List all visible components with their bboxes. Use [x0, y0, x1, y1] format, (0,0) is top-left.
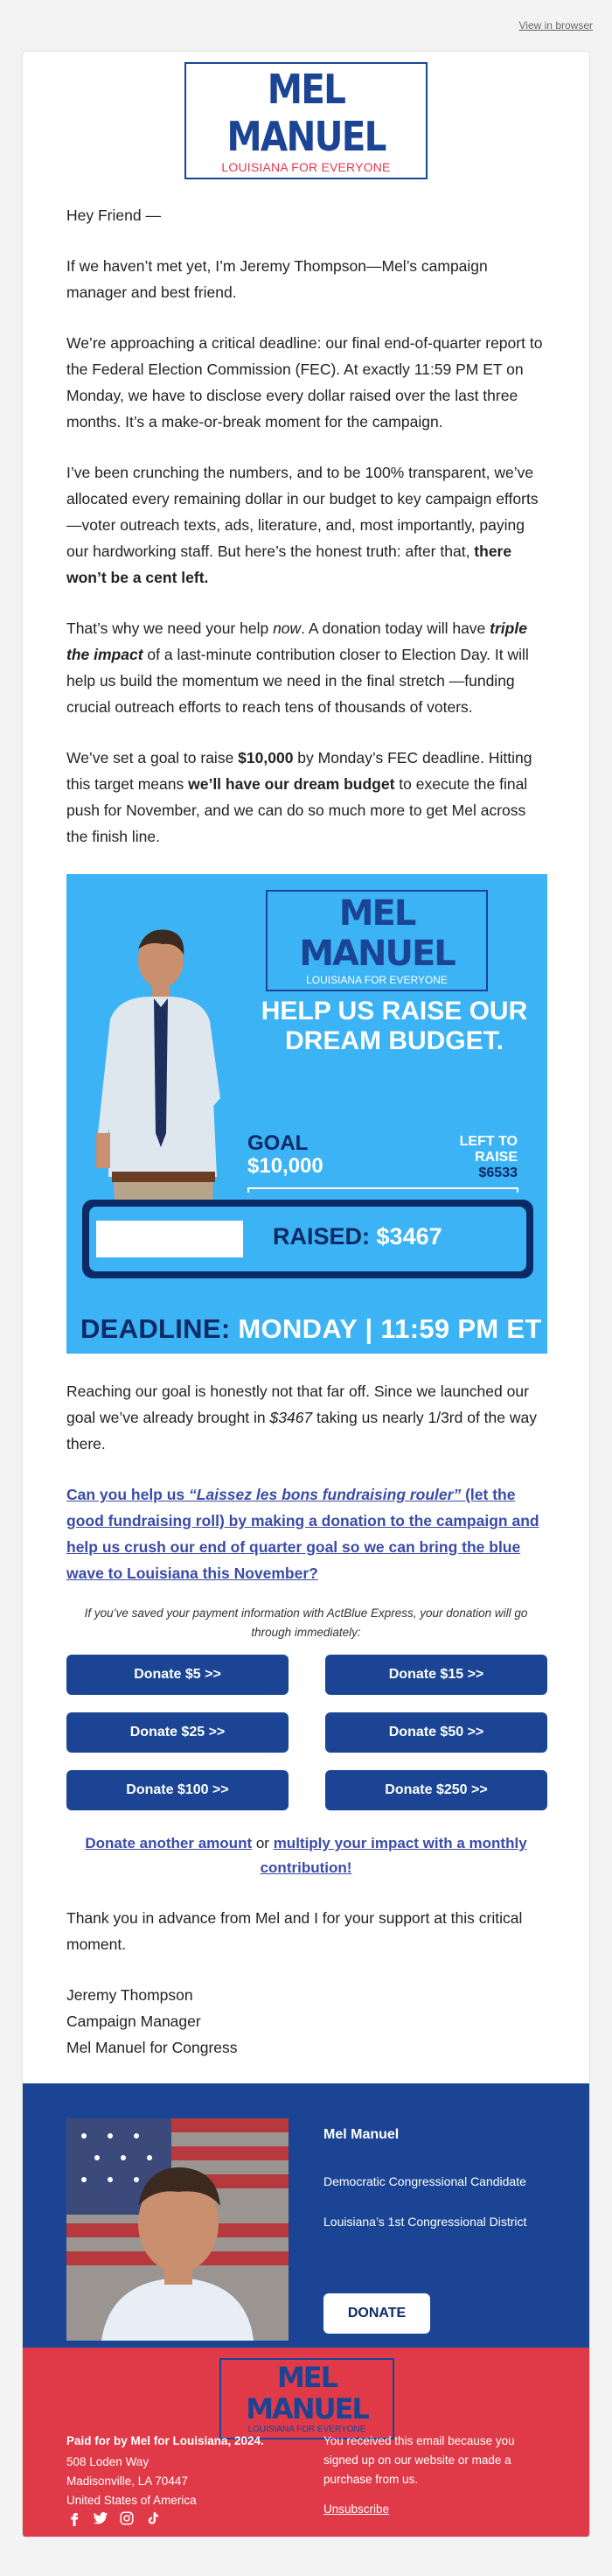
footer-donate-button[interactable]: DONATE: [323, 2293, 430, 2334]
donate-25-button[interactable]: Donate $25 >>: [66, 1712, 289, 1753]
fundraising-banner[interactable]: [66, 874, 547, 1354]
email-card: [22, 51, 590, 2538]
twitter-icon[interactable]: [93, 2510, 108, 2526]
footer-logo-name: MEL MANUEL: [246, 2361, 368, 2426]
banner-left-to-raise: [456, 1134, 518, 1181]
progress-fill: [96, 1221, 243, 1257]
address-line-2: Madisonville, LA 70447: [66, 2474, 188, 2488]
footer-candidate-name: Mel Manuel: [323, 2127, 400, 2142]
candidate-headshot: [66, 2118, 289, 2341]
header-logo: [23, 52, 589, 179]
signature-title: Campaign Manager: [66, 2012, 201, 2030]
greeting: Hey Friend —: [66, 206, 161, 224]
footer-logo: [219, 2358, 394, 2440]
facebook-icon[interactable]: [66, 2510, 82, 2526]
donate-5-button[interactable]: Donate $5 >>: [66, 1655, 289, 1695]
donate-button-grid: [66, 1655, 546, 1810]
footer-district: Louisiana’s 1st Congressional District: [323, 2215, 527, 2229]
address-line-1: 508 Loden Way: [66, 2455, 150, 2468]
view-in-browser-link[interactable]: View in browser: [518, 19, 593, 32]
unsubscribe-link[interactable]: Unsubscribe: [323, 2502, 390, 2516]
paragraph-help: That’s why we need your help now. A donation today will have triple the impact of a last-minute contribution closer to Election Day. It will help us build the momentum we need in the final stretch —funding crucial outreach efforts to reach tens of thousands of voters.: [66, 620, 529, 716]
banner-logo-tagline: LOUISIANA FOR EVERYONE: [306, 974, 448, 986]
goal-label: GOAL: [247, 1131, 309, 1155]
goal-value: $10,000: [247, 1154, 323, 1178]
donate-250-button[interactable]: Donate $250 >>: [325, 1770, 547, 1810]
paid-for-block: [66, 2432, 264, 2510]
other-donation-options: Donate another amount or multiply your impact with a monthly contribution!: [85, 1835, 527, 1876]
signature-name: Jeremy Thompson: [66, 1986, 193, 2004]
candidate-footer: [23, 2083, 589, 2348]
signature: [66, 1982, 546, 2061]
donate-another-amount-link[interactable]: Donate another amount: [85, 1835, 253, 1852]
left-label: LEFT TO RAISE: [459, 1134, 518, 1165]
raised-value: $3467: [376, 1223, 442, 1250]
monthly-contribution-link[interactable]: multiply your impact with a monthly contribution!: [260, 1835, 527, 1876]
paragraph-goal: We’ve set a goal to raise $10,000 by Monday’s FEC deadline. Hitting this target means we’ll have our dream budget to execute the final push for November, and we can do so much more to get Mel across the finish line.: [66, 749, 532, 845]
raised-amount: [273, 1223, 442, 1250]
social-links: [66, 2510, 161, 2526]
logo-tagline: LOUISIANA FOR EVERYONE: [221, 160, 391, 174]
deadline-label: DEADLINE:: [80, 1313, 231, 1344]
paragraph-progress: Reaching our goal is honestly not that far off. Since we launched our goal we’ve already brought in $3467 taking us nearly 1/3rd of the way there.: [66, 1382, 537, 1452]
donate-15-button[interactable]: Donate $15 >>: [325, 1655, 547, 1695]
left-value: $6533: [478, 1166, 518, 1180]
footer-candidate-role: Democratic Congressional Candidate: [323, 2174, 526, 2188]
logo-box: [184, 62, 428, 179]
paragraph-deadline: We’re approaching a critical deadline: our final end-of-quarter report to the Federal Election Commission (FEC). At exactly 11:59 PM ET on Monday, we have to disclose every dollar raised over the last three months. It’s a make-or-break moment for the campaign.: [66, 334, 543, 430]
banner-logo-name: MEL MANUEL: [299, 893, 455, 974]
tiktok-icon[interactable]: [145, 2510, 161, 2526]
footer-logo-tagline: LOUISIANA FOR EVERYONE: [247, 2425, 366, 2434]
subscription-reason: You received this email because you signed up on our website or made a purchase from us.: [323, 2434, 515, 2486]
progress-track: [89, 1207, 526, 1271]
raised-label: RAISED:: [273, 1223, 371, 1250]
paragraph-thanks: Thank you in advance from Mel and I for your support at this critical moment.: [66, 1909, 523, 1953]
legal-footer: [23, 2348, 589, 2537]
address-country: United States of America: [66, 2494, 197, 2507]
donate-50-button[interactable]: Donate $50 >>: [325, 1712, 547, 1753]
banner-goal: [247, 1132, 323, 1178]
subscription-notice: [323, 2432, 547, 2519]
goal-bracket: [247, 1187, 518, 1193]
email-body: [23, 202, 589, 2061]
actblue-express-note: If you’ve saved your payment information with ActBlue Express, your donation will go through immediately:: [84, 1606, 528, 1639]
bottom-spacer: [0, 2538, 612, 2576]
paid-for-text: Paid for by Mel for Louisiana, 2024.: [66, 2434, 264, 2447]
instagram-icon[interactable]: [119, 2510, 135, 2526]
top-bar: [0, 0, 612, 35]
paragraph-budget: I’ve been crunching the numbers, and to be 100% transparent, we’ve allocated every remaining dollar in our budget to key campaign efforts—voter outreach texts, ads, literature, and, most importantly, paying our hardworking staff. But here’s the honest truth: after that, there won’t be a cent left.: [66, 464, 539, 586]
donate-100-button[interactable]: Donate $100 >>: [66, 1770, 289, 1810]
banner-logo: [266, 890, 488, 991]
logo-name: MEL MANUEL: [226, 66, 386, 160]
donate-ask-link[interactable]: Can you help us “Laissez les bons fundraising rouler” (let the good fundraising roll) by making a donation to the campaign and help us crush our end of quarter goal so we can bring the blue wave to Louisiana this November?: [66, 1486, 539, 1582]
banner-deadline: [80, 1313, 542, 1345]
progress-bar: [82, 1200, 533, 1278]
signature-org: Mel Manuel for Congress: [66, 2039, 238, 2056]
deadline-value: MONDAY | 11:59 PM ET: [238, 1313, 542, 1344]
paragraph-intro: If we haven’t met yet, I’m Jeremy Thompson—Mel’s campaign manager and best friend.: [66, 257, 488, 301]
banner-headline: HELP US RAISE OUR DREAM BUDGET.: [261, 997, 528, 1055]
